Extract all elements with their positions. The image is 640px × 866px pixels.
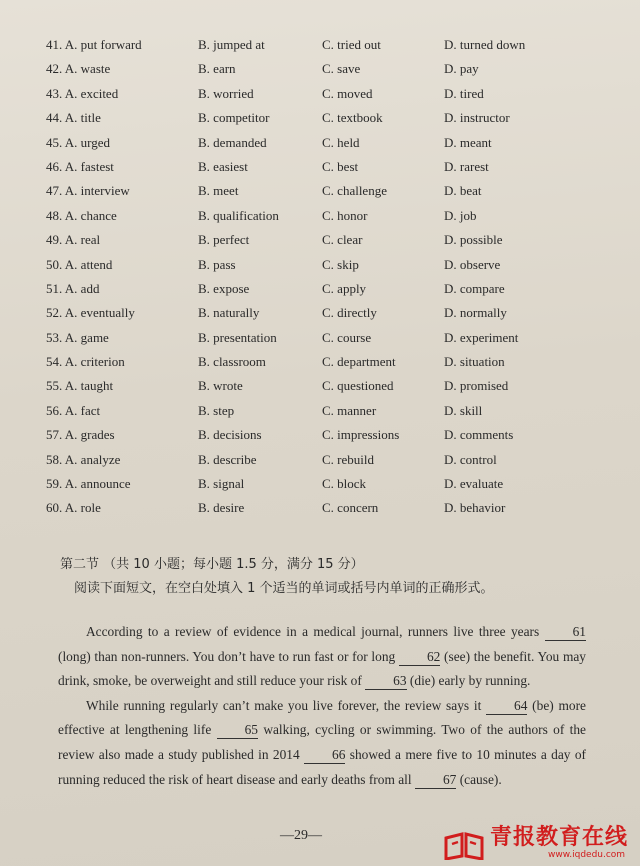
option-a[interactable]: 58. A. analyze [46, 451, 121, 467]
option-b[interactable]: B. perfect [198, 232, 250, 248]
option-d[interactable]: D. promised [444, 378, 509, 394]
option-a[interactable]: 41. A. put forward [46, 37, 142, 52]
watermark [444, 824, 628, 860]
option-c[interactable]: C. department [322, 354, 396, 370]
option-d[interactable]: D. rarest [444, 158, 489, 174]
option-row [46, 231, 606, 255]
page-number: —29— [280, 828, 322, 843]
option-a[interactable]: 42. A. waste [46, 61, 111, 77]
passage-text: According to a review of evidence in a medical journal, runners live three years [86, 624, 545, 639]
option-row [46, 207, 606, 231]
option-a[interactable]: 53. A. game [46, 329, 109, 345]
watermark-brand: 青报教育在线 [489, 825, 628, 850]
option-b[interactable]: B. jumped at [198, 37, 265, 52]
option-d[interactable]: D. evaluate [444, 476, 504, 492]
option-c[interactable]: C. questioned [322, 378, 394, 394]
option-row [46, 499, 606, 523]
option-d[interactable]: D. observe [444, 256, 501, 272]
option-c[interactable]: C. held [322, 134, 360, 150]
blank-62[interactable]: 62 [399, 649, 440, 666]
option-d[interactable]: D. turned down [444, 37, 526, 52]
option-row [46, 158, 606, 182]
section-instruction: 阅读下面短文，在空白处填入 1 个适当的单词或括号内单词的正确形式。 [74, 581, 494, 596]
option-a[interactable]: 60. A. role [46, 500, 101, 516]
option-d[interactable]: D. comments [444, 427, 514, 443]
option-c[interactable]: C. challenge [322, 183, 387, 199]
passage-text: (cause). [456, 771, 502, 787]
passage-paragraph [58, 620, 586, 694]
option-b[interactable]: B. wrote [198, 378, 243, 394]
option-c[interactable]: C. best [322, 158, 359, 174]
option-d[interactable]: D. tired [444, 85, 484, 101]
option-c[interactable]: C. tried out [322, 37, 381, 52]
option-row [46, 109, 606, 133]
option-c[interactable]: C. moved [322, 85, 373, 101]
option-a[interactable]: 43. A. excited [46, 85, 119, 101]
option-b[interactable]: B. meet [198, 183, 239, 199]
reading-passage [58, 620, 586, 792]
option-b[interactable]: B. easiest [198, 158, 248, 174]
option-a[interactable]: 45. A. urged [46, 134, 111, 150]
option-d[interactable]: D. control [444, 451, 497, 467]
passage-text: (see) the benefit. You may drink, smoke, be overweight and still reduce your risk of [58, 648, 587, 689]
passage-paragraph [58, 694, 586, 792]
passage-text: (die) early by running. [406, 673, 531, 689]
option-row [46, 85, 606, 109]
option-row [46, 451, 606, 475]
section-heading: 第二节 （共 10 小题；每小题 1.5 分，满分 15 分） [60, 557, 364, 572]
option-b[interactable]: B. decisions [198, 427, 262, 443]
option-b[interactable]: B. earn [198, 61, 236, 77]
option-b[interactable]: B. describe [198, 451, 257, 467]
option-b[interactable]: B. worried [198, 85, 254, 101]
option-c[interactable]: C. impressions [322, 427, 400, 443]
option-b[interactable]: B. classroom [198, 354, 266, 370]
option-a[interactable]: 55. A. taught [46, 378, 114, 394]
blank-64[interactable]: 64 [486, 698, 527, 715]
option-d[interactable]: D. compare [444, 280, 505, 296]
option-b[interactable]: B. signal [198, 476, 245, 492]
option-row [46, 280, 606, 304]
option-c[interactable]: C. concern [322, 500, 379, 516]
option-row [46, 60, 606, 84]
option-a[interactable]: 48. A. chance [46, 207, 117, 223]
option-c[interactable]: C. honor [322, 207, 368, 223]
option-c[interactable]: C. textbook [322, 110, 383, 126]
option-c[interactable]: C. skip [322, 256, 359, 272]
option-a[interactable]: 56. A. fact [46, 402, 101, 418]
option-row [46, 377, 606, 401]
option-d[interactable]: D. experiment [444, 329, 519, 345]
option-d[interactable]: D. possible [444, 232, 503, 248]
option-c[interactable]: C. rebuild [322, 451, 374, 467]
option-c[interactable]: C. block [322, 476, 367, 492]
option-b[interactable]: B. step [198, 402, 235, 418]
option-a[interactable]: 54. A. criterion [46, 354, 125, 370]
option-a[interactable]: 47. A. interview [46, 183, 130, 199]
option-row [46, 475, 606, 499]
option-d[interactable]: D. normally [444, 305, 507, 321]
option-row [46, 36, 606, 60]
passage-text: showed a mere five to 10 minutes a day of running reduced the risk of heart disease and early deaths from all [58, 746, 586, 787]
option-row [46, 353, 606, 377]
option-a[interactable]: 51. A. add [46, 280, 100, 296]
option-d[interactable]: D. situation [444, 354, 505, 370]
option-a[interactable]: 49. A. real [46, 232, 101, 248]
option-row [46, 402, 606, 426]
option-c[interactable]: C. save [322, 61, 361, 77]
open-book-logo-icon [444, 830, 484, 860]
option-d[interactable]: D. beat [444, 183, 482, 199]
option-a[interactable]: 52. A. eventually [46, 305, 135, 321]
option-d[interactable]: D. skill [444, 402, 483, 418]
passage-text: (long) than non-runners. You don’t have to run fast or for long [58, 648, 399, 664]
option-row [46, 304, 606, 328]
blank-66[interactable]: 66 [304, 747, 345, 764]
option-row [46, 182, 606, 206]
option-b[interactable]: B. presentation [198, 329, 277, 345]
blank-61[interactable]: 61 [545, 624, 586, 641]
option-c[interactable]: C. course [322, 329, 372, 345]
passage-text: (be) more effective at lengthening life [58, 697, 586, 738]
option-d[interactable]: D. meant [444, 134, 492, 150]
blank-65[interactable]: 65 [217, 722, 258, 739]
blank-67[interactable]: 67 [415, 772, 456, 789]
passage-text: walking, cycling or swimming. Two of the authors of the review also made a study published in 2014 [58, 722, 586, 762]
option-d[interactable]: D. job [444, 207, 477, 223]
option-a[interactable]: 57. A. grades [46, 427, 115, 443]
option-c[interactable]: C. directly [322, 305, 377, 321]
option-a[interactable]: 59. A. announce [46, 476, 131, 492]
option-a[interactable]: 44. A. title [46, 110, 101, 126]
option-b[interactable]: B. expose [198, 280, 250, 296]
option-row [46, 256, 606, 280]
option-d[interactable]: D. instructor [444, 110, 510, 126]
watermark-url: www.iqdedu.com [547, 850, 626, 860]
blank-63[interactable]: 63 [365, 673, 406, 690]
option-b[interactable]: B. desire [198, 500, 245, 516]
option-d[interactable]: D. pay [444, 61, 479, 77]
passage-text: While running regularly can’t make you live forever, the review says it [86, 697, 487, 713]
answer-options-list [46, 36, 606, 524]
option-a[interactable]: 50. A. attend [46, 256, 113, 272]
option-b[interactable]: B. pass [198, 256, 236, 272]
option-row [46, 329, 606, 353]
option-row [46, 134, 606, 158]
option-c[interactable]: C. apply [322, 280, 367, 296]
option-b[interactable]: B. competitor [198, 110, 270, 126]
option-b[interactable]: B. demanded [198, 134, 267, 150]
option-d[interactable]: D. behavior [444, 500, 506, 516]
option-c[interactable]: C. manner [322, 402, 377, 418]
option-c[interactable]: C. clear [322, 232, 363, 248]
option-row [46, 426, 606, 450]
option-b[interactable]: B. naturally [198, 305, 260, 321]
option-b[interactable]: B. qualification [198, 207, 279, 223]
option-a[interactable]: 46. A. fastest [46, 158, 114, 174]
